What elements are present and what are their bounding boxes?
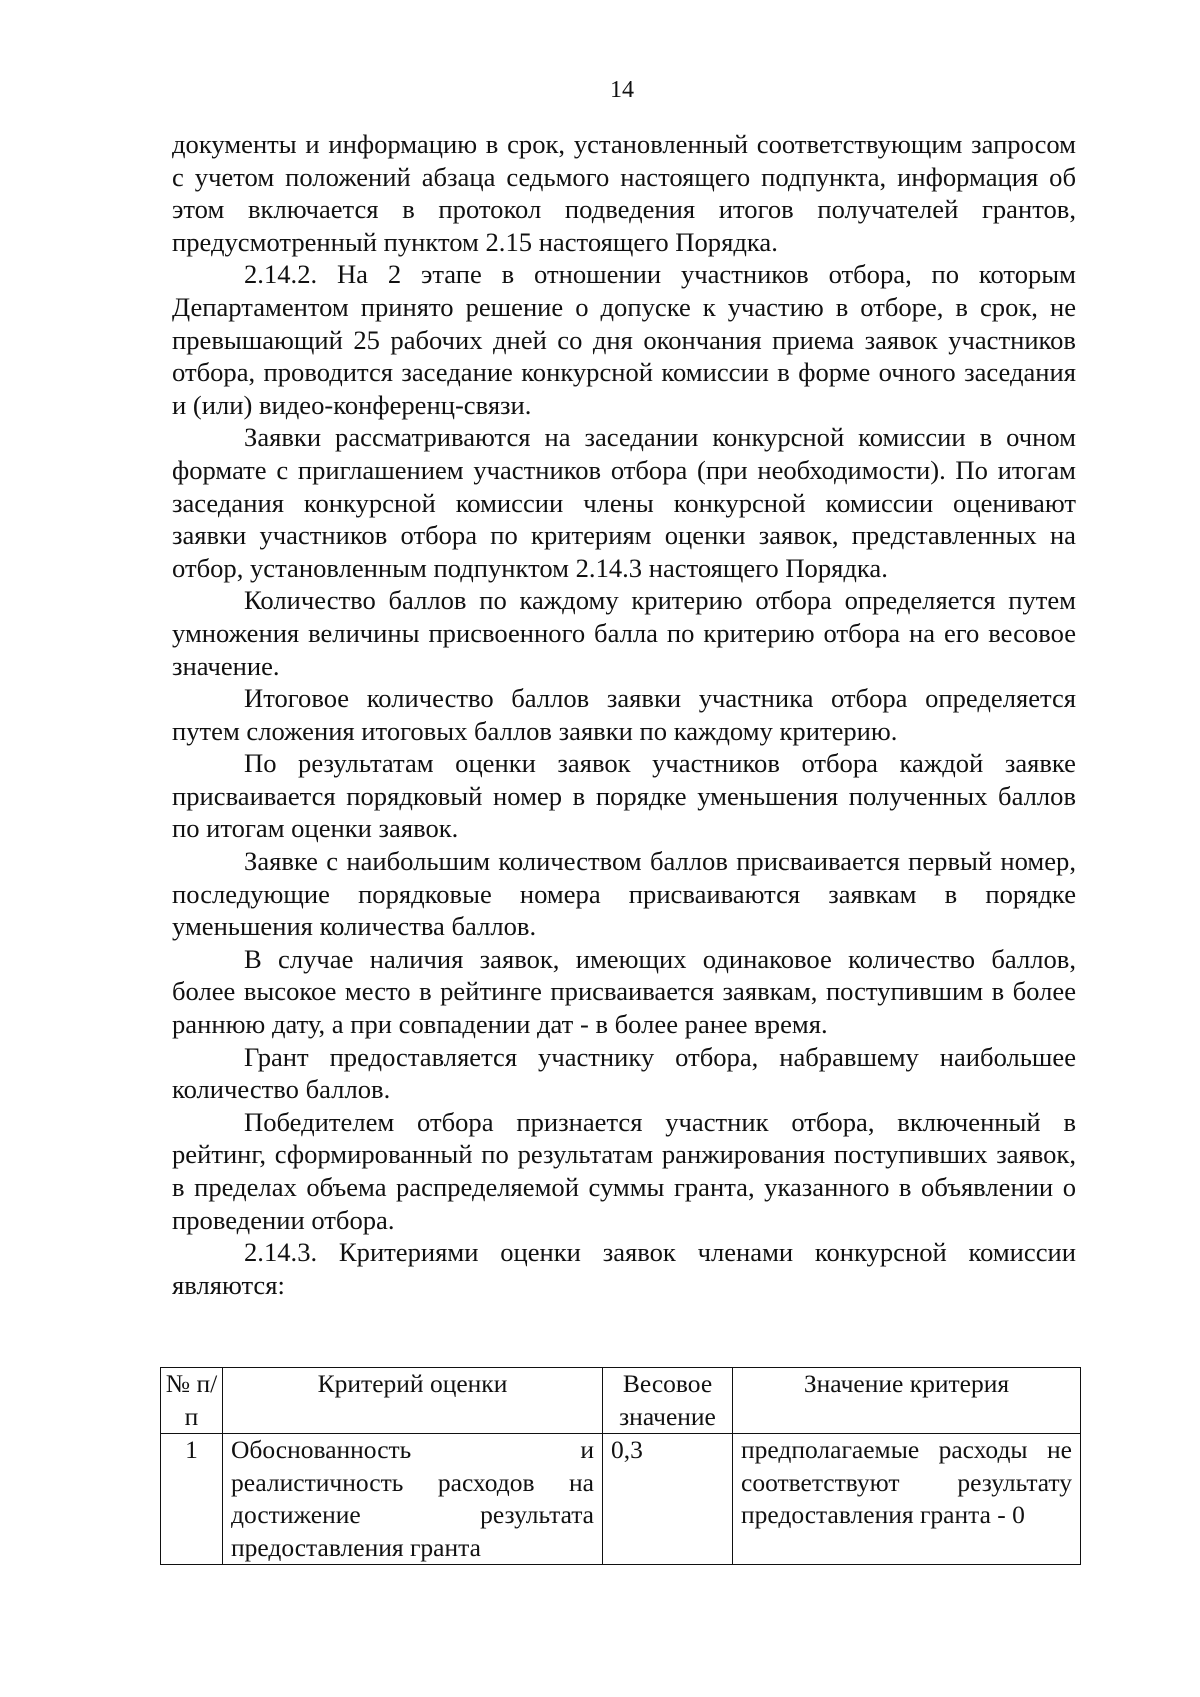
paragraph: документы и информацию в срок, установленный соответствующим запросом с учетом положений абзаца седьмого настоящего подпункта, информация об этом включается в протокол подведения итогов получателей грантов, предусмотренный пунктом 2.15 настоящего Порядка. — [172, 129, 1076, 257]
document-body — [172, 128, 1076, 1301]
criteria-table — [160, 1367, 1081, 1565]
table-header-row — [161, 1368, 1081, 1434]
row-weight: 0,3 — [603, 1434, 733, 1565]
paragraph: 2.14.3. Критериями оценки заявок членами конкурсной комиссии являются: — [172, 1237, 1076, 1300]
paragraph: Заявки рассматриваются на заседании конкурсной комиссии в очном формате с приглашением участников отбора (при необходимости). По итогам заседания конкурсной комиссии члены конкурсной комиссии оценивают заявки участников отбора по критериям оценки заявок, представленных на отбор, установленным подпунктом 2.14.3 настоящего Порядка. — [172, 422, 1076, 583]
paragraph: Итоговое количество баллов заявки участника отбора определяется путем сложения итоговых баллов заявки по каждому критерию. — [172, 683, 1076, 746]
paragraph: Победителем отбора признается участник отбора, включенный в рейтинг, сформированный по результатам ранжирования поступивших заявок, в пределах объема распределяемой суммы гранта, указанного в объявлении о проведении отбора. — [172, 1106, 1076, 1235]
paragraph: Количество баллов по каждому критерию отбора определяется путем умножения величины присвоенного балла по критерию отбора на его весовое значение. — [172, 585, 1076, 681]
table-row — [161, 1434, 1081, 1565]
row-criterion: Обоснованность и реалистичность расходов на достижение результата предоставления гранта — [223, 1434, 603, 1565]
paragraph: В случае наличия заявок, имеющих одинаковое количество баллов, более высокое место в рейтинге присваивается заявкам, поступившим в более раннюю дату, а при совпадении дат - в более ранее время. — [172, 943, 1076, 1040]
row-num: 1 — [161, 1434, 223, 1565]
header-value: Значение критерия — [733, 1368, 1081, 1434]
page-number: 14 — [610, 77, 634, 103]
header-criterion: Критерий оценки — [223, 1368, 603, 1434]
paragraph: Заявке с наибольшим количеством баллов присваивается первый номер, последующие порядковые номера присваиваются заявкам в порядке уменьшения количества баллов. — [172, 846, 1076, 942]
paragraph: 2.14.2. На 2 этапе в отношении участников отбора, по которым Департаментом принято решение о допуске к участию в отборе, в срок, не превышающий 25 рабочих дней со дня окончания приема заявок участников отбора, проводится заседание конкурсной комиссии в форме очного заседания и (или) видео-конференц-связи. — [172, 259, 1076, 420]
header-num: № п/п — [161, 1368, 223, 1434]
paragraph: Грант предоставляется участнику отбора, набравшему наибольшее количество баллов. — [172, 1041, 1076, 1105]
header-weight: Весовое значение — [603, 1368, 733, 1434]
row-value: предполагаемые расходы не соответствуют результату предоставления гранта - 0 — [733, 1434, 1081, 1565]
paragraph: По результатам оценки заявок участников отбора каждой заявке присваивается порядковый номер в порядке уменьшения полученных баллов по итогам оценки заявок. — [172, 748, 1076, 844]
